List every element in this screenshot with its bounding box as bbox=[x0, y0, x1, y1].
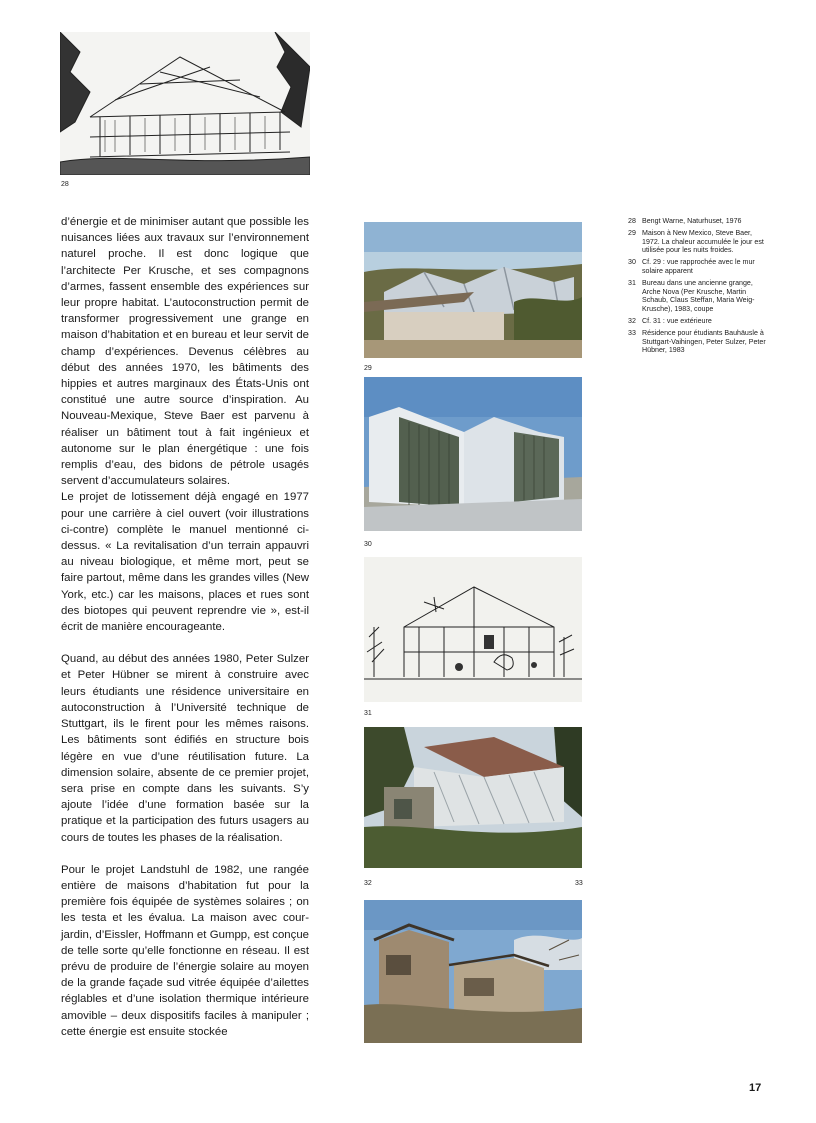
paragraph-3: Quand, au début des années 1980, Peter Sulzer et Peter Hübner se mirent à construire avec leurs étudiants une résidence universitaire en autoconstruction à l’Université technique de Stuttgart, ils le firent pour les mêmes raisons. Les bâtiments sont édifiés en structure bois légère en vue d’une réutilisation future. La dimension solaire, absente de ce premier projet, sera prise en compte dans les suivants. S’y ajoute l’idée d’une formation basée sur la pratique et la participation des futurs usagers au cours de toutes les phases de la réalisation. bbox=[61, 653, 309, 844]
caption-item bbox=[628, 258, 768, 275]
paragraph-4: Pour le projet Landstuhl de 1982, une rangée entière de maisons d’habitation fut pour la première fois équipée de systèmes solaires ; on les testa et les évalua. La maison avec cour-jardin, d’Eissler, Hoffmann et Gumpp, est conçue de telle sorte qu’elle fonctionne en réseau. Il est prévu de produire de l’énergie solaire au moyen de la grande façade sud vitrée équipée d’ailettes réglables et d’une isolation thermique intérieure amovible – deux dispositifs faciles à manipuler ; cette énergie est ensuite stockée bbox=[61, 863, 309, 1038]
page-number: 17 bbox=[749, 1082, 762, 1094]
caption-column bbox=[628, 217, 768, 358]
figure-29-photo bbox=[364, 222, 582, 358]
paragraph-2: Le projet de lotissement déjà engagé en 1977 pour une carrière à ciel ouvert (voir illustrations ci-contre) complète le manuel mentionné ci-dessus. « La revitalisation d’un terrain appauvri au niveau biologique, et même mort, peut se faire partout, même dans les grandes villes (New York, etc.) car les maisons, places et rues sont des biotopes qui peuvent reprendre vie », est-il écrit de manière encourageante. bbox=[61, 491, 309, 634]
figure-label-28: 28 bbox=[61, 181, 69, 188]
figure-31-drawing bbox=[364, 557, 582, 702]
caption-number: 29 bbox=[628, 229, 636, 238]
caption-text: Cf. 29 : vue rapprochée avec le mur solaire apparent bbox=[642, 258, 755, 275]
caption-text: Résidence pour étudiants Bauhäusle à Stuttgart-Vaihingen, Peter Sulzer, Peter Hübner, 1983 bbox=[642, 329, 766, 355]
figure-label-33: 33 bbox=[575, 880, 583, 887]
figure-30-photo bbox=[364, 377, 582, 531]
figure-33-photo bbox=[364, 900, 582, 1043]
caption-item bbox=[628, 279, 768, 313]
body-text bbox=[61, 214, 309, 1040]
caption-text: Bureau dans une ancienne grange, Arche Nova (Per Krusche, Martin Schaub, Claus Steffan, Maria Weig-Krusche), 1983, coupe bbox=[642, 279, 755, 313]
caption-number: 30 bbox=[628, 258, 636, 267]
caption-number: 28 bbox=[628, 217, 636, 225]
caption-item bbox=[628, 217, 768, 226]
caption-item bbox=[628, 329, 768, 355]
figure-32-photo bbox=[364, 727, 582, 868]
figure-label-29: 29 bbox=[364, 365, 372, 372]
figure-label-32: 32 bbox=[364, 880, 372, 887]
caption-item bbox=[628, 317, 768, 326]
caption-text: Cf. 31 : vue extérieure bbox=[642, 316, 712, 325]
paragraph-1: d’énergie et de minimiser autant que possible les nuisances liées aux travaux sur l’environnement naturel proche. Il est donc logique que l’architecte Per Krusche, et ses compagnons d’armes, fassent ensemble des expériences sur leur propre habitat. L’autoconstruction permit de transformer progressivement une grange en maison d’habitation et en bureau et leur servit de champ d’expériences. Devenus célèbres au début des années 1970, les bâtiments des hippies et autres marginaux des États-Unis ont constitué une autre source d’inspiration. Au Nouveau-Mexique, Steve Baer est parvenu à réaliser un bâtiment tout à fait ingénieux et autonome sur le plan énergétique : une fois remplis d’eau, des bidons de pétrole usagés servent d’accumulateurs solaires. bbox=[61, 216, 309, 488]
figure-label-31: 31 bbox=[364, 710, 372, 717]
caption-number: 32 bbox=[628, 316, 636, 325]
caption-number: 31 bbox=[628, 279, 636, 288]
caption-item bbox=[628, 229, 768, 255]
caption-text: Bengt Warne, Naturhuset, 1976 bbox=[642, 217, 742, 225]
figure-label-30: 30 bbox=[364, 541, 372, 548]
caption-number: 33 bbox=[628, 329, 636, 338]
caption-text: Maison à New Mexico, Steve Baer, 1972. La chaleur accumulée le jour est utilisée pour les nuits froides. bbox=[642, 229, 764, 255]
figure-28-drawing bbox=[60, 32, 310, 175]
